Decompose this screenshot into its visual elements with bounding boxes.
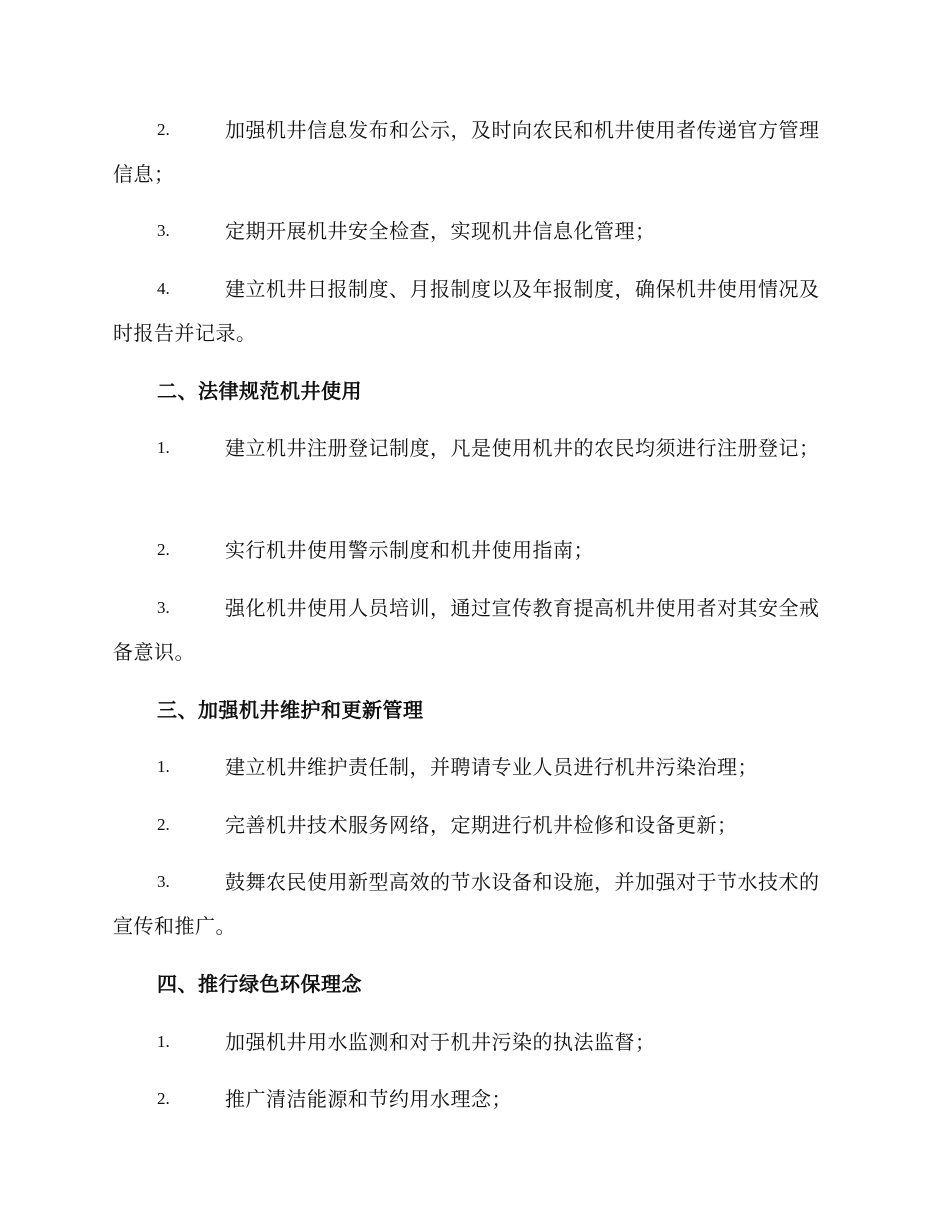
- list-item: [113, 803, 833, 847]
- list-item: [113, 108, 833, 196]
- item-text: 建立机井维护责任制，并聘请专业人员进行机井污染治理；: [225, 755, 758, 779]
- item-number: 1.: [157, 438, 170, 457]
- item-number: 4.: [157, 279, 170, 298]
- section-heading: 二、法律规范机井使用: [157, 379, 362, 403]
- item-text: 鼓舞农民使用新型高效的节水设备和设施，并加强对于节水技术的宣传和推广。: [113, 870, 820, 938]
- item-text: 实行机井使用警示制度和机井使用指南；: [225, 538, 594, 562]
- list-item: [113, 426, 833, 470]
- item-text: 建立机井注册登记制度，凡是使用机井的农民均须进行注册登记；: [225, 436, 820, 460]
- item-text: 强化机井使用人员培训，通过宣传教育提高机井使用者对其安全戒备意识。: [113, 596, 820, 664]
- list-item: [113, 267, 833, 355]
- item-number: 2.: [157, 120, 170, 139]
- item-number: 3.: [157, 598, 170, 617]
- item-number: 2.: [157, 540, 170, 559]
- list-item: [113, 860, 833, 948]
- list-item: [113, 209, 833, 253]
- item-number: 3.: [157, 872, 170, 891]
- item-text: 建立机井日报制度、月报制度以及年报制度，确保机井使用情况及时报告并记录。: [113, 277, 820, 345]
- section-heading: 三、加强机井维护和更新管理: [157, 698, 424, 722]
- item-number: 1.: [157, 1032, 170, 1051]
- item-text: 推广清洁能源和节约用水理念；: [225, 1087, 512, 1111]
- list-item: [113, 1077, 833, 1121]
- list-item: [113, 745, 833, 789]
- item-number: 1.: [157, 757, 170, 776]
- item-text: 定期开展机井安全检查，实现机井信息化管理；: [225, 219, 656, 243]
- section-heading: 四、推行绿色环保理念: [157, 972, 362, 996]
- item-text: 加强机井信息发布和公示，及时向农民和机井使用者传递官方管理信息；: [113, 118, 820, 186]
- item-text: 加强机井用水监测和对于机井污染的执法监督；: [225, 1030, 656, 1054]
- list-item: [113, 1020, 833, 1064]
- item-number: 2.: [157, 815, 170, 834]
- item-number: 2.: [157, 1089, 170, 1108]
- item-text: 完善机井技术服务网络，定期进行机井检修和设备更新；: [225, 813, 738, 837]
- list-item: [113, 586, 833, 674]
- item-number: 3.: [157, 221, 170, 240]
- list-item: [113, 528, 833, 572]
